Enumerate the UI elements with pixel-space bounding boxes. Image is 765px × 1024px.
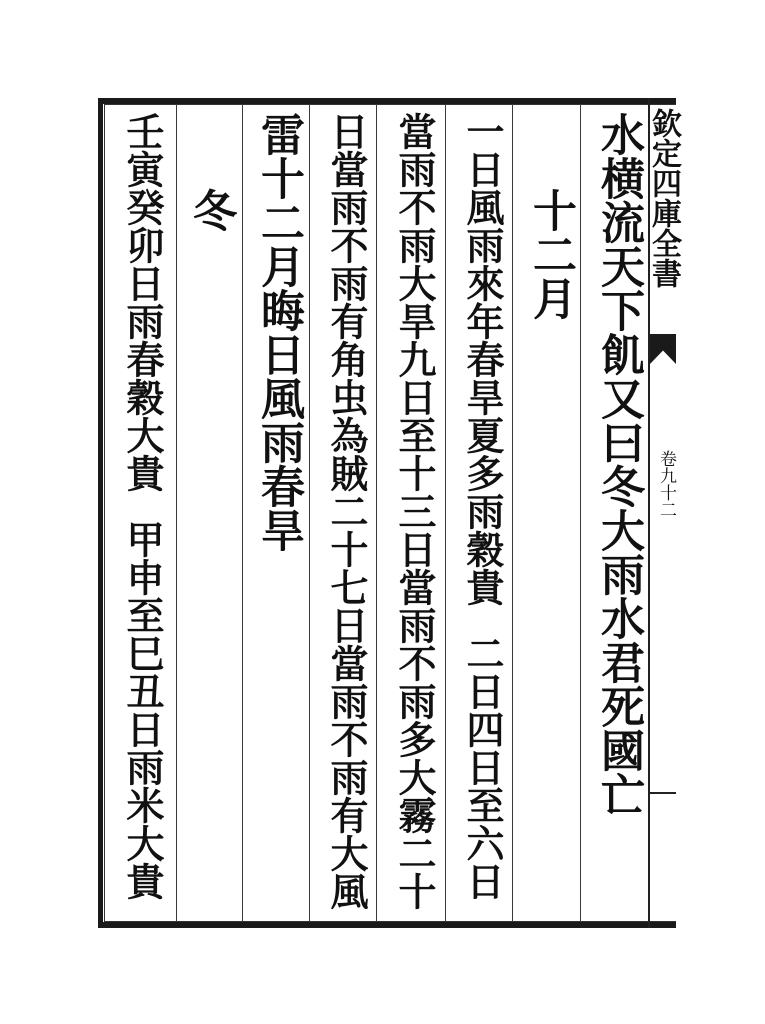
column-text: 一日風雨來年春旱夏多雨穀貴 bbox=[460, 112, 505, 606]
column-text: 日當雨不雨有角虫為賊二十七日當雨不雨有大風 bbox=[324, 112, 369, 910]
gutter-divider bbox=[650, 792, 676, 794]
text-column-7 bbox=[176, 188, 244, 232]
gutter-volume-number: 卷九十二 bbox=[656, 450, 676, 518]
column-text: 十二月 bbox=[525, 188, 576, 320]
column-text: 二日四日至六日 bbox=[460, 634, 505, 900]
text-column-5 bbox=[312, 112, 380, 910]
text-column-3 bbox=[448, 112, 516, 900]
text-column-4 bbox=[380, 112, 448, 910]
column-text: 冬 bbox=[185, 188, 236, 232]
column-text: 水横流天下飢又曰冬大雨水君死國亡 bbox=[593, 112, 644, 816]
column-text: 壬寅癸卯日雨春穀大貴 bbox=[120, 112, 165, 492]
column-text: 雷十二月晦日風雨春旱 bbox=[253, 112, 304, 552]
text-column-2 bbox=[516, 188, 584, 320]
column-text: 甲申至巳丑日雨米大貴 bbox=[120, 520, 165, 900]
column-text: 當雨不雨大旱九日至十三日當雨不雨多大霧二十 bbox=[392, 112, 437, 910]
gutter-book-title: 欽定四庫全書 bbox=[646, 108, 681, 288]
text-column-8 bbox=[108, 112, 176, 900]
text-column-6 bbox=[244, 112, 312, 552]
text-column-1 bbox=[584, 112, 652, 816]
